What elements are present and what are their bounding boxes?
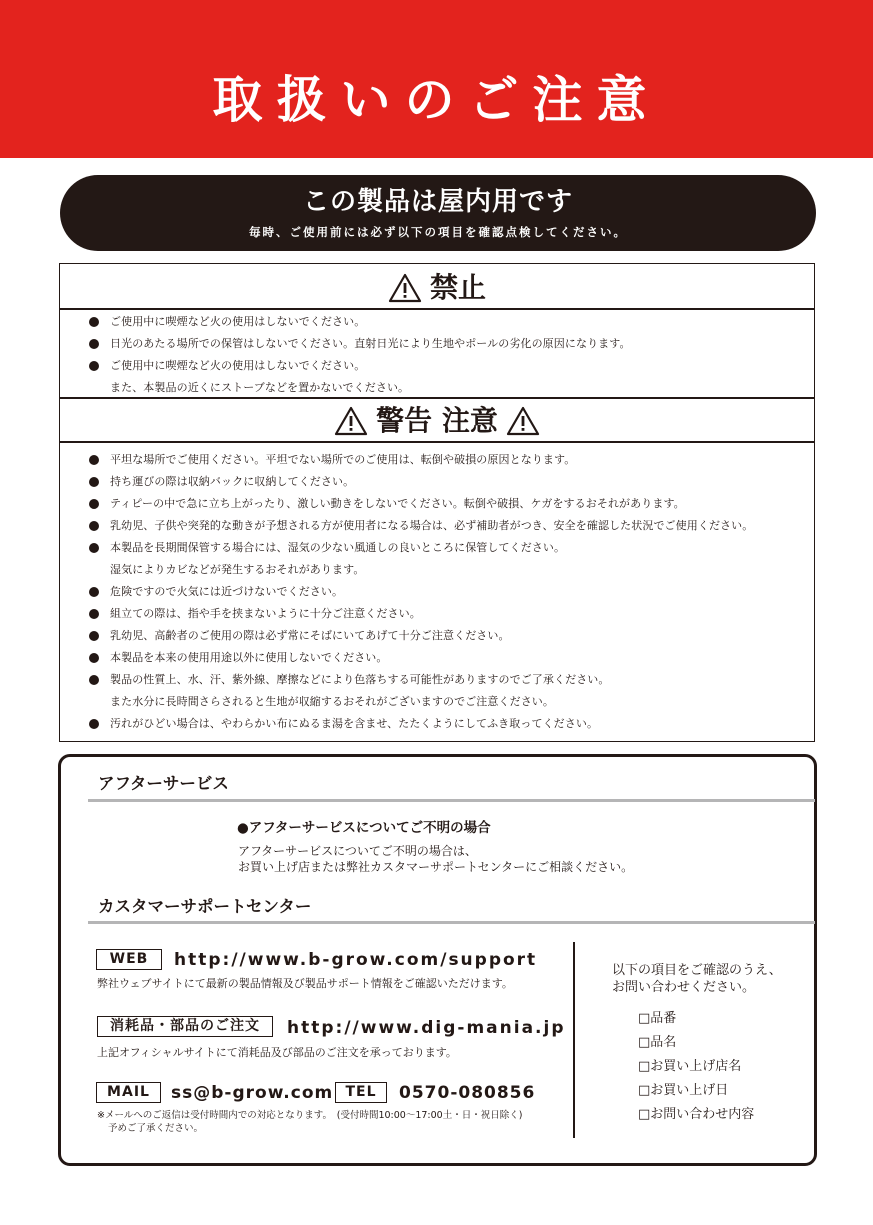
checklist-item-store: □お買い上げ店名: [638, 1059, 742, 1074]
after-service-line-2: お買い上げ店または弊社カスタマーサポートセンターにご相談ください。: [238, 860, 634, 874]
bullet-item: ご使用中に喫煙など火の使用はしないでください。: [60, 311, 814, 333]
web-note: 弊社ウェブサイトにて最新の製品情報及び製品サポート情報をご確認いただけます。: [97, 977, 513, 990]
after-service-heading: アフターサービス: [98, 774, 229, 793]
bullet-item: 汚れがひどい場合は、やわらかい布にぬるま湯を含ませ、たたくようにしてふき取ってください。: [60, 713, 814, 735]
mail-label: MAIL: [96, 1082, 161, 1103]
support-heading: カスタマーサポートセンター: [98, 897, 312, 916]
divider: [88, 921, 815, 924]
bullet-item: 乳幼児、高齢者のご使用の際は必ず常にそばにいてあげて十分ご注意ください。: [60, 625, 814, 647]
checklist-item-date: □お買い上げ日: [638, 1083, 729, 1098]
after-service-line-1: アフターサービスについてご不明の場合は、: [238, 844, 477, 858]
parts-order-label: 消耗品・部品のご注文: [97, 1016, 273, 1037]
vertical-divider: [573, 942, 575, 1138]
caution-heading-text: 警告 注意: [376, 404, 498, 437]
continuation-line: また、本製品の近くにストーブなどを置かないでください。: [110, 381, 410, 394]
after-service-box: [58, 754, 817, 1166]
checklist-item-inquiry: □お問い合わせ内容: [638, 1107, 755, 1122]
after-service-question: ●アフターサービスについてご不明の場合: [237, 820, 491, 836]
bullet-item: 日光のあたる場所での保管はしないでください。直射日光により生地やポールの劣化の原因になります。: [60, 333, 814, 355]
parts-order-note: 上記オフィシャルサイトにて消耗品及び部品のご注文を承っております。: [97, 1046, 457, 1059]
bullet-item: 持ち運びの際は収納バックに収納してください。: [60, 471, 814, 493]
tel-label: TEL: [335, 1082, 387, 1103]
checklist-item-product-number: □品番: [638, 1011, 677, 1026]
indoor-use-title: この製品は屋内用です: [302, 187, 573, 217]
web-url-link[interactable]: http://www.b-grow.com/support: [174, 950, 538, 970]
prohibited-heading-text: 禁止: [429, 271, 486, 304]
continuation-line: 湿気によりカビなどが発生するおそれがあります。: [110, 563, 365, 576]
bullet-item: ご使用中に喫煙など火の使用はしないでください。: [60, 355, 814, 377]
indoor-use-banner: [60, 175, 816, 251]
header-banner: [0, 0, 873, 158]
divider: [60, 308, 814, 310]
indoor-use-subtitle: 毎時、ご使用前には必ず以下の項目を確認点検してください。: [249, 225, 627, 239]
confirm-line-2: お問い合わせください。: [612, 980, 756, 995]
bullet-item: 組立ての際は、指や手を挟まないように十分ご注意ください。: [60, 603, 814, 625]
bullet-item: 本製品を本来の使用用途以外に使用しないでください。: [60, 647, 814, 669]
divider: [88, 799, 815, 802]
bullet-item: 本製品を長期間保管する場合には、湿気の少ない風通しの良いところに保管してください。: [60, 537, 814, 559]
page-title: 取扱いのご注意: [212, 71, 661, 129]
bullet-item: 製品の性質上、水、汗、紫外線、摩擦などにより色落ちする可能性がありますのでご了承ください。: [60, 669, 814, 691]
warning-triangle-icon: [388, 273, 422, 303]
caution-list: [60, 449, 814, 735]
confirm-line-1: 以下の項目をご確認のうえ、: [612, 963, 782, 978]
bullet-item: 危険ですので火気には近づけないでください。: [60, 581, 814, 603]
warning-triangle-icon: [506, 406, 540, 436]
continuation-line: また水分に長時間さらされると生地が収縮するおそれがございますのでご注意ください。: [110, 695, 554, 708]
parts-order-url-link[interactable]: http://www.dig-mania.jp: [287, 1018, 566, 1038]
bullet-item: ティピーの中で急に立ち上がったり、激しい動きをしないでください。転倒や破損、ケガをするおそれがあります。: [60, 493, 814, 515]
caution-heading: [60, 399, 814, 443]
checklist-item-product-name: □品名: [638, 1035, 677, 1050]
web-label: WEB: [96, 949, 162, 970]
warning-box: [59, 263, 815, 742]
warning-triangle-icon: [334, 406, 368, 436]
tel-number: 0570-080856: [399, 1083, 536, 1103]
bullet-item: 乳幼児、子供や突発的な動きが予想される方が使用者になる場合は、必ず補助者がつき、安全を確認した状況でご使用ください。: [60, 515, 814, 537]
prohibited-heading: [60, 266, 814, 310]
mail-note-continued: 予めご了承ください。: [108, 1123, 204, 1134]
prohibited-list: [60, 311, 814, 399]
bullet-item: 平坦な場所でご使用ください。平坦でない場所でのご使用は、転倒や破損の原因となります。: [60, 449, 814, 471]
mail-address-link[interactable]: ss@b-grow.com: [171, 1083, 334, 1103]
mail-note: ※メールへのご返信は受付時間内での対応となります。 (受付時間10:00〜17:00土・日・祝日除く): [97, 1110, 523, 1121]
divider: [60, 441, 814, 443]
